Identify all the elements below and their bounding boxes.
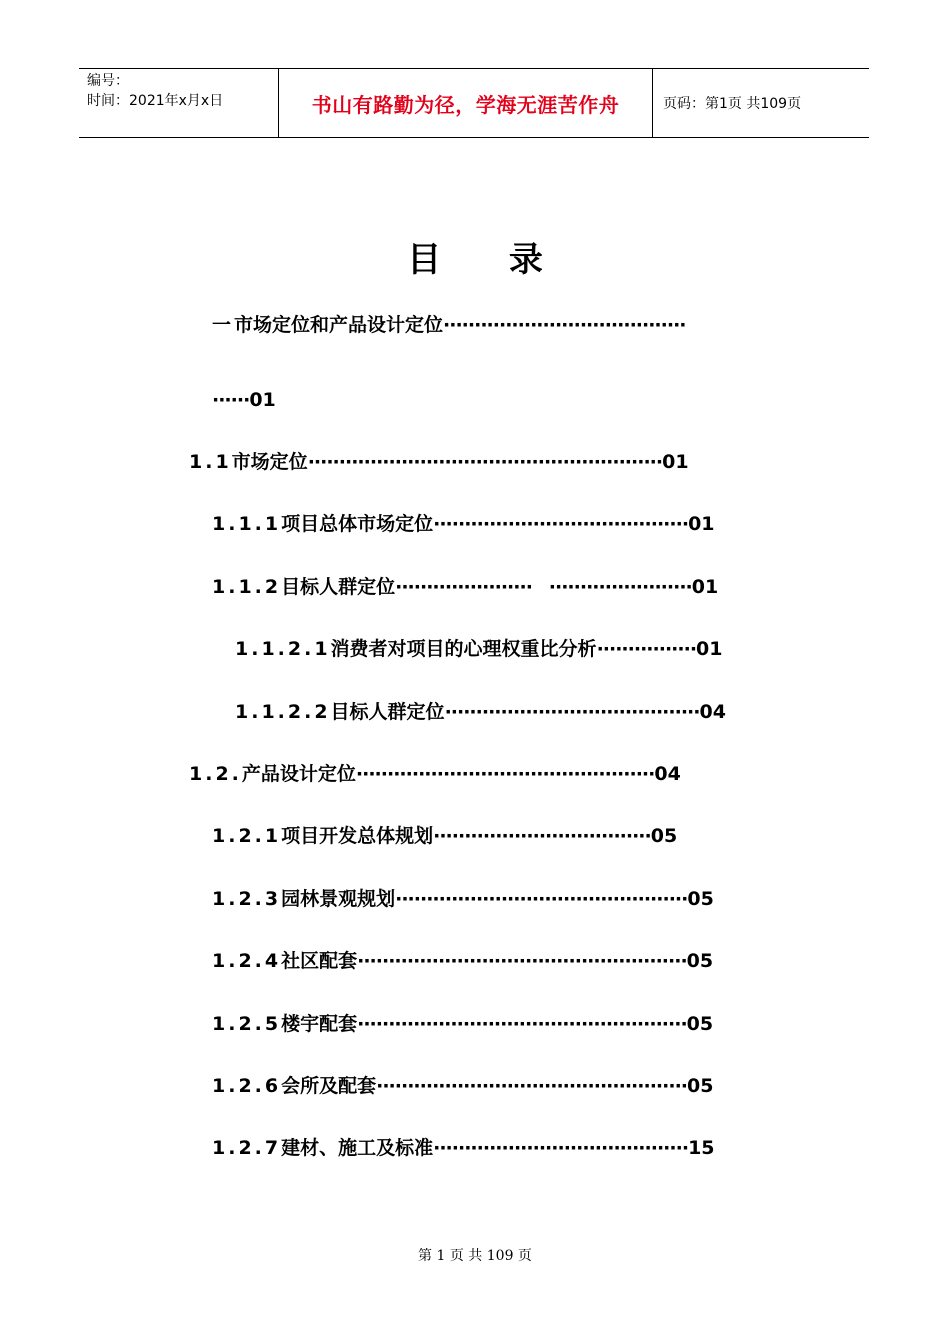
toc-entry-leader: ················ [596, 638, 697, 660]
toc-entry-text: 市场定位和产品设计定位 [234, 314, 444, 336]
toc-entry[interactable] [235, 699, 726, 725]
toc-entry-leader: ························································· [307, 451, 663, 473]
toc-entry[interactable] [212, 387, 276, 413]
toc-entry-number: 一 [212, 314, 235, 336]
toc-entry-text: 园林景观规划 [281, 888, 396, 910]
toc-entry-page: 05 [686, 950, 714, 972]
toc-entry-leader: ······ [212, 389, 250, 411]
number-label: 编号： [87, 73, 129, 89]
toc-entry[interactable] [189, 761, 681, 787]
toc-entry-text: 会所及配套 [281, 1075, 377, 1097]
toc-entry-number: 1.1.2 [212, 576, 282, 598]
toc-entry[interactable] [212, 948, 713, 974]
toc-entry-number: 1.2.3 [212, 888, 282, 910]
toc-entry-text: 市场定位 [231, 451, 308, 473]
toc-entry-leader: ······································· [443, 314, 686, 336]
toc-entry[interactable] [212, 1073, 713, 1099]
toc-entry-page: 05 [650, 825, 678, 847]
header-page-info: 页码：第1页 共109页 [663, 96, 802, 112]
toc-entry-leader: ········································· [433, 1137, 689, 1159]
toc-entry-leader: ········································· [433, 513, 689, 535]
toc-entry-leader: ······················ ······················· [395, 576, 692, 598]
toc-entry-page: 01 [691, 576, 719, 598]
toc-entry-text: 消费者对项目的心理权重比分析 [330, 638, 597, 660]
page-footer: 第 1 页 共 109 页 [418, 1248, 532, 1264]
toc-entry-text: 楼宇配套 [281, 1013, 358, 1035]
toc-entry-page: 05 [686, 1013, 714, 1035]
toc-entry[interactable] [189, 449, 689, 475]
toc-entry[interactable] [212, 574, 718, 600]
toc-entry-number: 1.1.2.1 [235, 638, 331, 660]
toc-entry-page: 15 [688, 1137, 715, 1159]
toc-entry-page: 05 [687, 888, 714, 910]
toc-entry[interactable] [212, 823, 677, 849]
toc-entry-page: 01 [662, 451, 689, 473]
toc-entry[interactable] [212, 511, 715, 537]
toc-entry-text: 社区配套 [281, 950, 358, 972]
toc-entry[interactable] [212, 886, 714, 912]
toc-entry-leader: ····················································· [357, 1013, 687, 1035]
toc-entry-number: 1.2.6 [212, 1075, 282, 1097]
toc-entry-number: 1.2.5 [212, 1013, 282, 1035]
time-label: 时间：2021年x月x日 [87, 93, 224, 109]
toc-entry-leader: ·················································· [376, 1075, 688, 1097]
toc-entry-text: 目标人群定位 [281, 576, 396, 598]
toc-entry-number: 1.2.4 [212, 950, 282, 972]
toc-entry-text: 产品设计定位 [241, 763, 356, 785]
toc-entry-number: 1.2.1 [212, 825, 282, 847]
toc-entry-number: 1.2.7 [212, 1137, 282, 1159]
toc-entry-text: 项目总体市场定位 [281, 513, 434, 535]
toc-entry-page: 01 [249, 389, 276, 411]
toc-entry-leader: ··································· [433, 825, 651, 847]
toc-entry-page: 01 [696, 638, 723, 660]
toc-entry-text: 目标人群定位 [330, 701, 445, 723]
toc-title: 目 录 [407, 240, 571, 280]
toc-entry[interactable] [235, 636, 723, 662]
toc-entry-page: 04 [699, 701, 726, 723]
toc-entry-leader: ················································ [355, 763, 655, 785]
toc-entry-number: 1.1 [189, 451, 232, 473]
toc-entry-page: 05 [687, 1075, 714, 1097]
toc-entry-page: 01 [688, 513, 715, 535]
toc-entry-leader: ··············································· [395, 888, 688, 910]
toc-entry[interactable] [212, 312, 686, 338]
toc-entry-leader: ········································· [444, 701, 700, 723]
toc-entry-text: 建材、施工及标准 [281, 1137, 434, 1159]
toc-entry[interactable] [212, 1135, 715, 1161]
toc-entry[interactable] [212, 1011, 713, 1037]
toc-entry-number: 1.1.2.2 [235, 701, 331, 723]
toc-entry-page: 04 [654, 763, 681, 785]
toc-entry-leader: ····················································· [357, 950, 687, 972]
toc-entry-text: 项目开发总体规划 [281, 825, 434, 847]
header-motto: 书山有路勤为径，学海无涯苦作舟 [311, 92, 620, 117]
toc-entry-number: 1.2. [189, 763, 242, 785]
toc-entry-number: 1.1.1 [212, 513, 282, 535]
